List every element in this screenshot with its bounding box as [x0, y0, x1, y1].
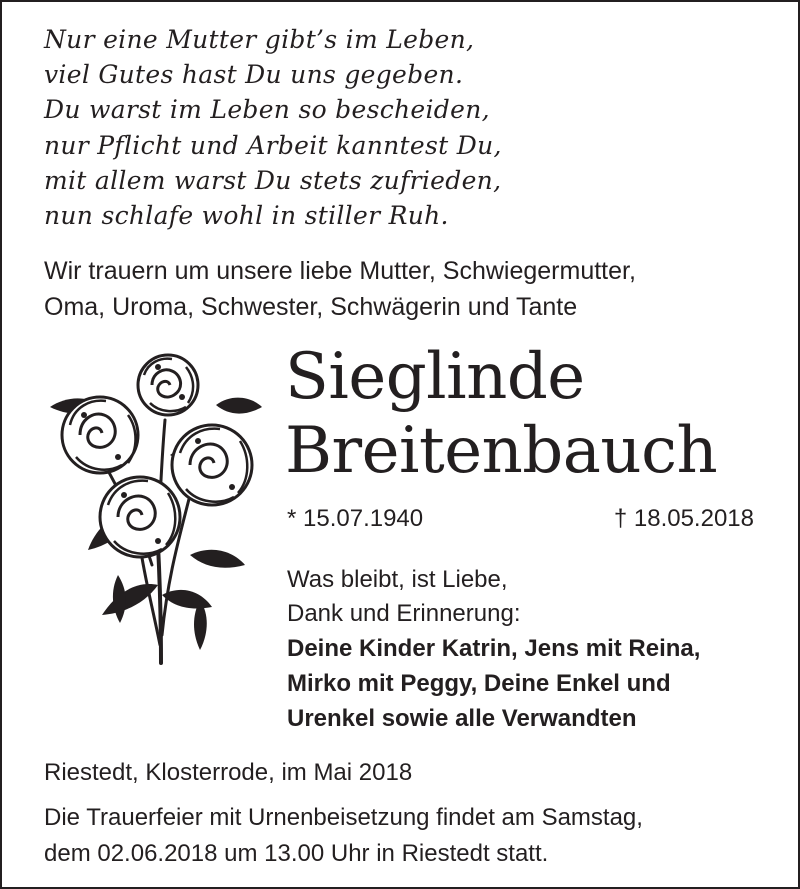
last-name: Breitenbauch: [285, 414, 718, 488]
death-date: † 18.05.2018: [613, 505, 754, 532]
poem-line: mit allem warst Du stets zufrieden,: [44, 165, 502, 195]
poem-line: Nur eine Mutter gibt’s im Leben,: [44, 25, 475, 54]
first-name: Sieglinde: [285, 340, 585, 414]
mourners-line: Mirko mit Peggy, Deine Enkel und: [287, 670, 671, 697]
place-date: Riestedt, Klosterrode, im Mai 2018: [44, 759, 413, 786]
mourners-line: Urenkel sowie alle Verwandten: [287, 705, 637, 732]
roses-bouquet-icon: [40, 345, 275, 665]
poem: [44, 22, 502, 233]
birth-date: * 15.07.1940: [287, 505, 424, 532]
poem-line: Du warst im Leben so bescheiden,: [44, 95, 490, 125]
remembrance-line: Dank und Erinnerung:: [287, 599, 521, 627]
funeral-line: dem 02.06.2018 um 13.00 Uhr in Riestedt statt.: [44, 840, 549, 867]
remembrance-text: [287, 563, 520, 630]
poem-line: viel Gutes hast Du uns gegeben.: [44, 60, 464, 90]
poem-line: nur Pflicht und Arbeit kanntest Du,: [44, 130, 502, 160]
poem-line: nun schlafe wohl in stiller Ruh.: [44, 201, 449, 231]
remembrance-line: Was bleibt, ist Liebe,: [287, 566, 508, 593]
deceased-name: [285, 340, 717, 488]
intro-line: Wir trauern um unsere liebe Mutter, Schwiegermutter,: [44, 257, 636, 285]
intro-text: [44, 253, 636, 325]
intro-line: Oma, Uroma, Schwester, Schwägerin und Tante: [44, 293, 578, 321]
funeral-notice: [44, 800, 643, 872]
mourners-list: [287, 631, 700, 736]
funeral-line: Die Trauerfeier mit Urnenbeisetzung findet am Samstag,: [44, 804, 643, 831]
mourners-line: Deine Kinder Katrin, Jens mit Reina,: [287, 635, 701, 662]
